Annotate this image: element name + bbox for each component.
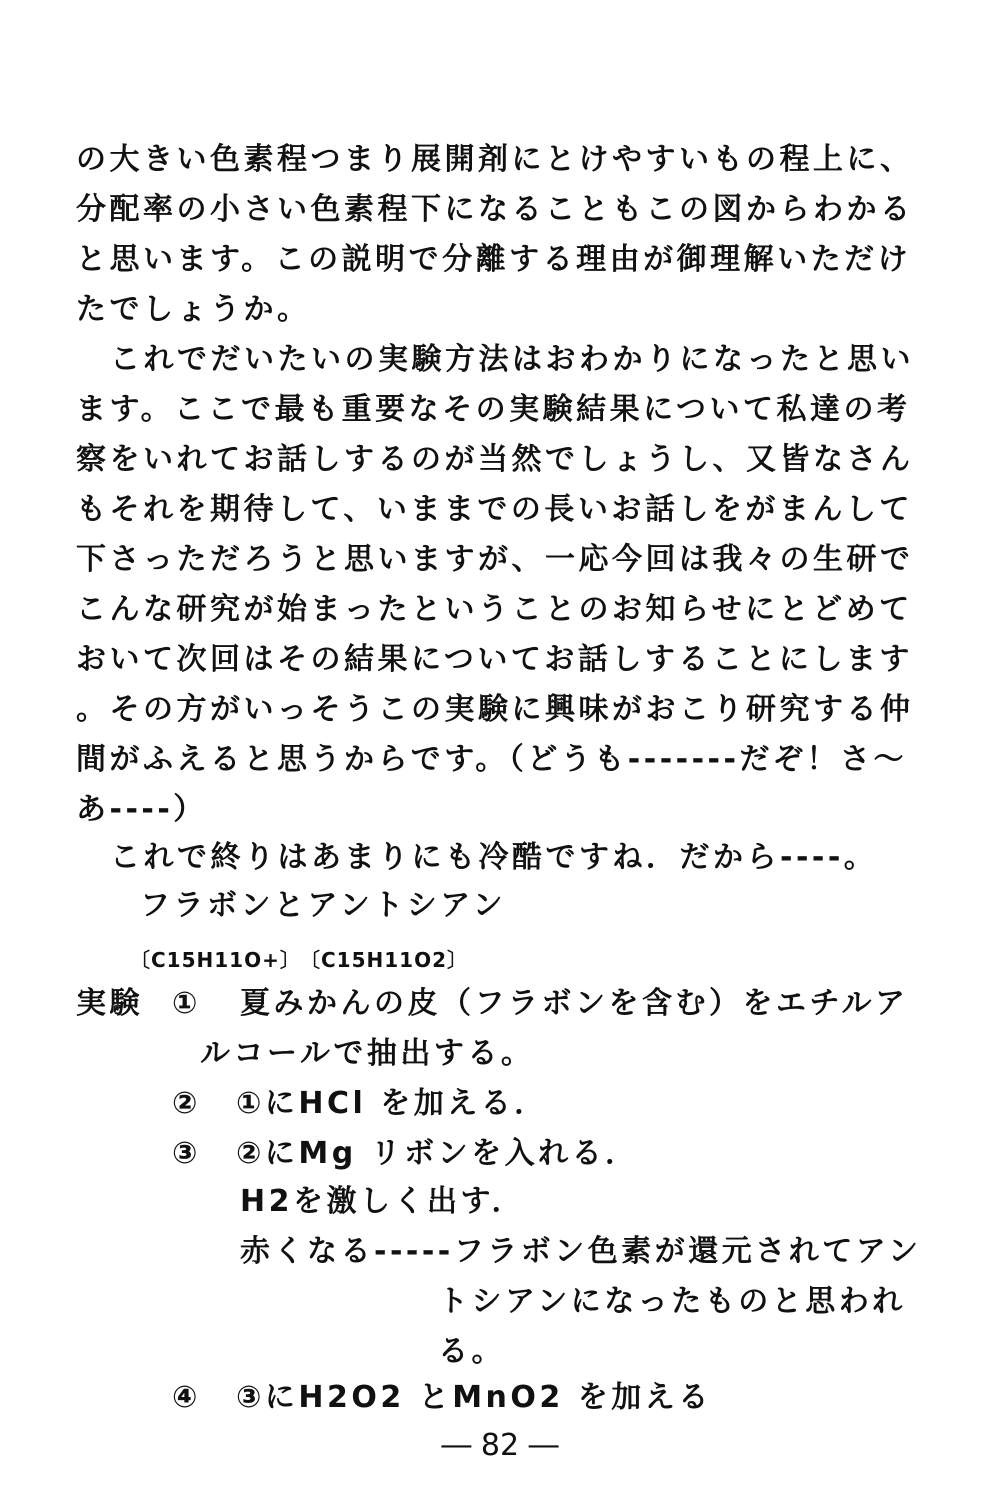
text-line: 察をいれてお話しするのが当然でしょうし、又皆なさん	[76, 442, 914, 477]
chemical-formula: 〔C15H11O2〕	[300, 948, 468, 972]
step-text: 夏みかんの皮（フラボンを含む）をエチルア	[240, 986, 909, 1021]
section-heading: フラボンとアントシアン	[140, 888, 507, 923]
text-line: おいて次回はその結果についてお話しすることにします	[76, 642, 913, 677]
step-number: ①	[172, 986, 198, 1021]
text-line: もそれを期待して、いままでの長いお話しをがまんして	[76, 492, 913, 527]
experiment-label: 実験	[76, 986, 143, 1021]
text-line: これで終りはあまりにも冷酷ですね．だから----。	[110, 840, 878, 875]
text-line: の大きい色素程つまり展開剤にとけやすいもの程上に、	[76, 142, 914, 177]
text-line: たでしょうか。	[76, 292, 311, 327]
text-line: あ----）	[76, 792, 207, 827]
step-text: ①にHCl を加える．	[236, 1086, 548, 1121]
step-text: ルコールで抽出する。	[200, 1036, 535, 1071]
text-line: ます。ここで最も重要なその実験結果について私達の考	[76, 392, 911, 427]
step-text: ③にH2O2 とMnO2 を加える	[236, 1380, 712, 1415]
page-number: ― 82 ―	[441, 1428, 559, 1463]
step-text: H2を激しく出す．	[240, 1184, 526, 1219]
step-text: 赤くなる-----フラボン色素が還元されてアン	[240, 1234, 922, 1269]
chemical-formula: 〔C15H11O+〕	[130, 948, 301, 972]
step-text: トシアンになったものと思われ	[438, 1284, 906, 1319]
step-number: ③	[172, 1136, 198, 1171]
text-line: 分配率の小さい色素程下になることもこの図からわかる	[76, 192, 914, 227]
step-number: ②	[172, 1086, 198, 1121]
text-line: これでだいたいの実験方法はおわかりになったと思い	[110, 342, 914, 377]
step-text: る。	[438, 1334, 505, 1369]
text-line: 下さっただろうと思いますが、一応今回は我々の生研で	[76, 542, 914, 577]
step-number: ④	[172, 1380, 198, 1415]
text-line: こんな研究が始まったということのお知らせにとどめて	[76, 592, 913, 627]
text-line: と思います。この説明で分離する理由が御理解いただけ	[76, 242, 912, 277]
text-line: 。その方がいっそうこの実験に興味がおこり研究する仲	[76, 692, 914, 727]
text-line: 間がふえると思うからです。（どうも-------だぞ！さ～	[76, 742, 907, 777]
step-text: ②にMg リボンを入れる．	[236, 1136, 639, 1171]
